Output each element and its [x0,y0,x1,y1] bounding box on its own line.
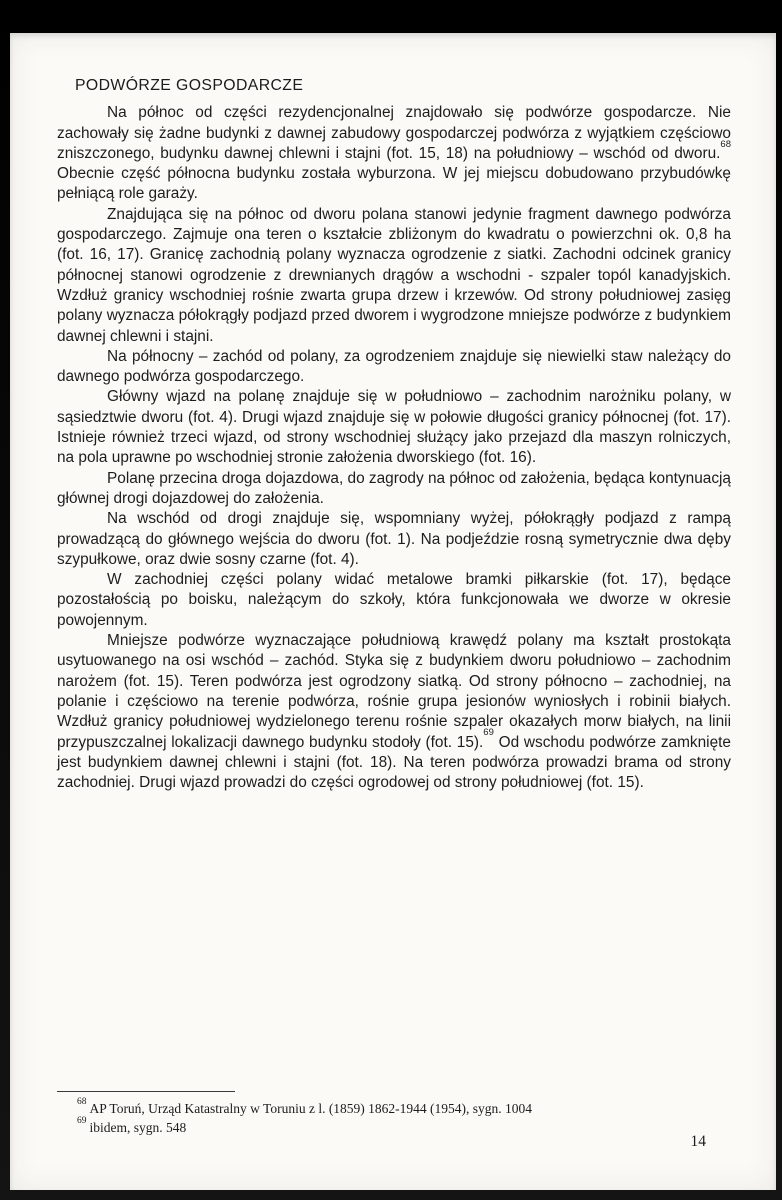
paragraph-7: W zachodniej części polany widać metalowe bramki piłkarskie (fot. 17), będące pozostałością po boisku, należącym do szkoły, która funkcjonowała we dworze w okresie powojennym. [57,571,731,629]
footnote-68 [57,1096,731,1118]
footnote-number: 68 [77,1096,87,1107]
paragraph-2: Znajdująca się na północ od dworu polana stanowi jedynie fragment dawnego podwórza gospodarczego. Zajmuje ona teren o kształcie zbliżonym do kwadratu o powierzchni ok. 0,8 ha (fot. 16, 17). Granicę zachodnią polany wyznacza ogrodzenie z siatki. Zachodni odcinek granicy północnej stanowi ogrodzenie z drewnianych drągów a wschodni - szpaler topól kanadyjskich. Wzdłuż granicy wschodniej rośnie zwarta grupa drzew i krzewów. Od strony południowej zasięg polany wyznacza półokrągły podjazd przed dworem i wygrodzone mniejsze podwórze z budynkiem dawnej chlewni i stajni. [57,205,731,345]
paragraph-5: Polanę przecina droga dojazdowa, do zagrody na północ od założenia, będąca kontynuacją głównej drogi dojazdowej do założenia. [57,469,731,507]
paragraph-8 [57,631,731,793]
paragraph-text: Mniejsze podwórze wyznaczające południową krawędź polany ma kształt prostokąta usytuowanego na osi wschód – zachód. Styka się z budynkiem dworu południowo – zachodnim narożem (fot. 15). Teren podwórza jest ogrodzony siatką. Od strony północno – zachodniej, na polanie i częściowo na terenie podwórza, rośnie grupa jesionów wyniosłych i robinii białych. Wzdłuż granicy południowej wydzielonego terenu rośnie szpaler okazałych morw białych, na linii przypuszczalnej lokalizacji dawnego budynku stodoły (fot. 15). [57,632,731,751]
footnote-text: AP Toruń, Urząd Katastralny w Toruniu z l. (1859) 1862-1944 (1954), sygn. 1004 [89,1101,533,1116]
footnote-number: 69 [77,1115,87,1126]
footnote-ref-69: 69 [483,727,494,739]
footnote-69 [57,1115,731,1137]
paragraph-4: Główny wjazd na polanę znajduje się w południowo – zachodnim narożniku polany, w sąsiedztwie dworu (fot. 4). Drugi wjazd znajduje się w połowie długości granicy północnej (fot. 17). Istnieje również trzeci wjazd, od strony wschodniej służący jako przejazd dla maszyn rolniczych, na pola uprawne po wschodniej stronie założenia dworskiego (fot. 16). [57,388,731,467]
document-page [10,33,776,1190]
footnote-area [57,1091,731,1137]
page-number: 14 [690,1133,706,1150]
section-heading: PODWÓRZE GOSPODARCZE [75,77,304,94]
paragraph-text: Na północ od części rezydencjonalnej znajdowało się podwórze gospodarcze. Nie zachowały się żadne budynki z dawnej zabudowy gospodarczej podwórza z wyjątkiem częściowo zniszczonego, budynku dawnej chlewni i stajni (fot. 15, 18) na południowy – wschód od dworu. [57,104,731,162]
footnote-separator [57,1091,235,1092]
footnote-ref-68: 68 [720,138,731,150]
paragraph-text: Obecnie część północna budynku została wyburzona. W jej miejscu dobudowano przybudówkę pełniącą role garaży. [57,165,731,203]
text-column [57,76,731,793]
paragraph-3: Na północny – zachód od polany, za ogrodzeniem znajduje się niewielki staw należący do dawnego podwórza gospodarczego. [57,347,731,386]
paragraph-1 [57,103,731,204]
footnote-text: ibidem, sygn. 548 [89,1120,187,1135]
paragraph-6: Na wschód od drogi znajduje się, wspomniany wyżej, półokrągły podjazd z rampą prowadzącą do głównego wejścia do dworu (fot. 1). Na podjeździe rosną symetrycznie dwa dęby szypułkowe, oraz dwie sosny czarne (fot. 4). [57,510,731,568]
paragraph-text: Od wschodu podwórze zamknięte jest budynkiem dawnej chlewni i stajni (fot. 18). Na teren podwórza prowadzi brama od strony zachodniej. Drugi wjazd prowadzi do części ogrodowej od strony południowej (fot. 15). [57,733,731,792]
